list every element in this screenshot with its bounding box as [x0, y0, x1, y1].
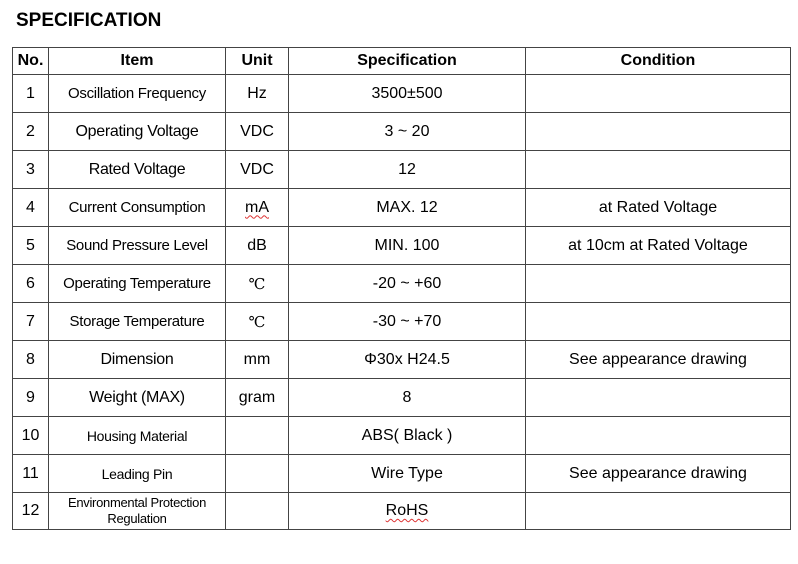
- row-no: 6: [13, 265, 49, 303]
- row-spec: MIN. 100: [289, 227, 526, 265]
- row-spec: -20 ~ +60: [289, 265, 526, 303]
- row-spec: ABS( Black ): [289, 417, 526, 455]
- specification-table: [12, 47, 791, 530]
- row-item: Weight (MAX): [49, 379, 226, 417]
- table-row: [13, 379, 791, 417]
- row-spec: 8: [289, 379, 526, 417]
- row-item: Oscillation Frequency: [49, 75, 226, 113]
- table-row: [13, 75, 791, 113]
- row-spec: RoHS: [385, 502, 429, 519]
- table-row: [13, 113, 791, 151]
- row-condition: at Rated Voltage: [526, 189, 791, 227]
- row-unit: VDC: [226, 113, 289, 151]
- row-item: Housing Material: [49, 417, 226, 455]
- row-condition: [526, 417, 791, 455]
- row-condition: [526, 75, 791, 113]
- header-unit: Unit: [226, 48, 289, 75]
- row-condition: [526, 151, 791, 189]
- row-unit: VDC: [226, 151, 289, 189]
- header-no: No.: [13, 48, 49, 75]
- row-no: 7: [13, 303, 49, 341]
- row-unit: mA: [245, 198, 269, 216]
- row-condition: [526, 113, 791, 151]
- row-condition: See appearance drawing: [526, 455, 791, 493]
- table-row: [13, 303, 791, 341]
- table-row: [13, 227, 791, 265]
- header-condition: Condition: [526, 48, 791, 75]
- row-item: Storage Temperature: [49, 303, 226, 341]
- row-spec: 3 ~ 20: [289, 113, 526, 151]
- table-row: [13, 493, 791, 530]
- header-item: Item: [49, 48, 226, 75]
- table-row: [13, 417, 791, 455]
- row-no: 8: [13, 341, 49, 379]
- row-spec: -30 ~ +70: [289, 303, 526, 341]
- row-unit: ℃: [226, 303, 289, 341]
- row-condition: See appearance drawing: [526, 341, 791, 379]
- page-title: SPECIFICATION: [16, 10, 162, 31]
- row-item: Environmental Protection Regulation: [49, 493, 226, 530]
- row-condition: [526, 265, 791, 303]
- row-spec: Φ30x H24.5: [289, 341, 526, 379]
- row-unit: [226, 417, 289, 455]
- row-no: 10: [13, 417, 49, 455]
- table-row: [13, 189, 791, 227]
- row-spec: Wire Type: [289, 455, 526, 493]
- row-no: 3: [13, 151, 49, 189]
- table-header-row: [13, 48, 791, 75]
- row-item: Operating Temperature: [49, 265, 226, 303]
- row-condition: [526, 379, 791, 417]
- table-row: [13, 265, 791, 303]
- row-item: Operating Voltage: [49, 113, 226, 151]
- row-condition: [526, 493, 791, 530]
- row-unit: gram: [226, 379, 289, 417]
- row-unit: dB: [226, 227, 289, 265]
- row-no: 12: [13, 493, 49, 530]
- row-unit: [226, 455, 289, 493]
- table-row: [13, 341, 791, 379]
- row-unit: Hz: [226, 75, 289, 113]
- row-no: 5: [13, 227, 49, 265]
- row-no: 9: [13, 379, 49, 417]
- row-unit: mm: [226, 341, 289, 379]
- header-specification: Specification: [289, 48, 526, 75]
- row-spec: 12: [289, 151, 526, 189]
- row-no: 4: [13, 189, 49, 227]
- row-spec: 3500±500: [289, 75, 526, 113]
- table-row: [13, 455, 791, 493]
- row-condition: [526, 303, 791, 341]
- row-item: Rated Voltage: [49, 151, 226, 189]
- row-spec: MAX. 12: [289, 189, 526, 227]
- row-item: Leading Pin: [49, 455, 226, 493]
- row-no: 1: [13, 75, 49, 113]
- row-no: 2: [13, 113, 49, 151]
- row-unit: ℃: [226, 265, 289, 303]
- row-unit: [226, 493, 289, 530]
- row-item: Sound Pressure Level: [49, 227, 226, 265]
- row-item: Dimension: [49, 341, 226, 379]
- row-no: 11: [13, 455, 49, 493]
- row-item: Current Consumption: [49, 189, 226, 227]
- row-condition: at 10cm at Rated Voltage: [526, 227, 791, 265]
- table-row: [13, 151, 791, 189]
